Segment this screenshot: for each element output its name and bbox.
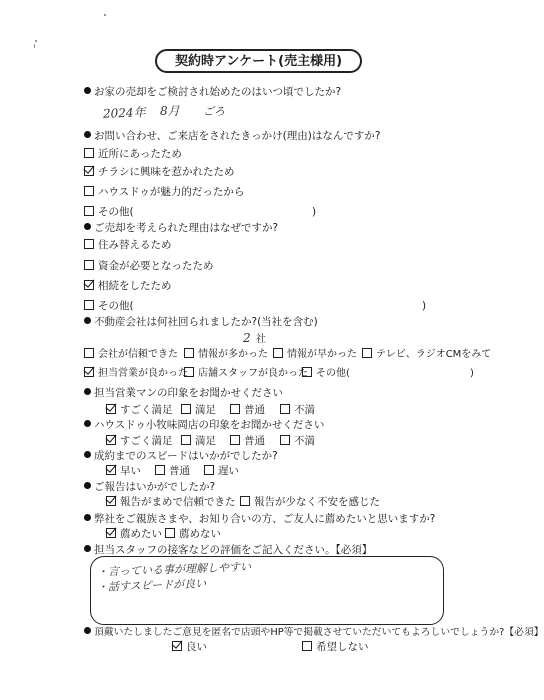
page-title: 契約時アンケート(売主様用) <box>155 49 362 73</box>
question-11: 頂戴いたしましたご意見を匿名で店頭やHP等で掲載させていただいてもよろしいでしょうか?【必須】 <box>84 626 544 639</box>
checkbox[interactable] <box>155 465 165 475</box>
question-2: お問い合わせ、ご来店をされたきっかけ(理由)はなんですか? <box>84 130 380 143</box>
comment-line-1: ・言っている事が理解しやすい <box>96 560 252 579</box>
q3-option-2[interactable]: 相続をしたため <box>84 280 172 293</box>
checkbox-checked[interactable] <box>84 280 94 290</box>
checkbox[interactable] <box>230 435 240 445</box>
q4-option-6[interactable]: その他( <box>302 367 350 380</box>
q2-option-3[interactable]: その他( <box>84 206 134 219</box>
bullet-icon <box>84 482 91 489</box>
bullet-icon <box>84 131 91 138</box>
q9-option-0[interactable]: 薦めたい <box>106 528 162 541</box>
checkbox-checked[interactable] <box>106 528 116 538</box>
comment-line-2: ・話すスピードが良い <box>96 577 207 594</box>
question-10: 担当スタッフの接客などの評価をご記入ください。【必須】 <box>84 544 372 557</box>
company-count: 2 <box>243 331 251 345</box>
checkbox[interactable] <box>84 260 94 270</box>
q11-option-0[interactable]: 良い <box>172 641 207 654</box>
q2-option-1[interactable]: チラシに興味を惹かれたため <box>84 166 235 179</box>
bullet-icon <box>84 545 91 552</box>
q8-option-1[interactable]: 報告が少なく不安を感じた <box>240 496 380 509</box>
checkbox[interactable] <box>273 348 283 358</box>
q4-option-0[interactable]: 会社が信頼できた <box>84 348 178 361</box>
checkbox[interactable] <box>302 641 312 651</box>
q7-option-0[interactable]: 早い <box>106 465 141 478</box>
q3-other-close: ) <box>422 300 427 312</box>
answer-year: 2024年 <box>102 105 146 121</box>
q5-option-2[interactable]: 普通 <box>230 404 265 417</box>
q7-option-1[interactable]: 普通 <box>155 465 190 478</box>
bullet-icon <box>84 87 91 94</box>
checkbox[interactable] <box>84 348 94 358</box>
checkbox[interactable] <box>165 528 175 538</box>
bullet-icon <box>84 420 91 427</box>
bullet-icon <box>84 223 91 230</box>
question-5: 担当営業マンの印象をお聞かせください <box>84 387 283 400</box>
checkbox[interactable] <box>280 435 290 445</box>
q5-option-1[interactable]: 満足 <box>181 404 216 417</box>
q2-other-close: ) <box>312 206 317 218</box>
checkbox[interactable] <box>280 404 290 414</box>
scan-speck <box>34 44 35 48</box>
bullet-icon <box>84 388 91 395</box>
question-4: 不動産会社は何社回られましたか?(当社を含む) <box>84 316 318 329</box>
question-8: ご報告はいかがでしたか? <box>84 481 215 494</box>
checkbox[interactable] <box>230 404 240 414</box>
checkbox-checked[interactable] <box>106 435 116 445</box>
q3-option-1[interactable]: 資金が必要となったため <box>84 260 214 273</box>
answer-suffix: ごろ <box>203 105 225 118</box>
question-6: ハウスドゥ小牧味岡店の印象をお聞かせください <box>84 419 324 432</box>
q4-option-3[interactable]: テレビ、ラジオCMをみて <box>362 348 491 361</box>
checkbox-checked[interactable] <box>106 465 116 475</box>
checkbox[interactable] <box>184 367 194 377</box>
question-3: ご売却を考えられた理由はなぜですか? <box>84 222 278 235</box>
checkbox[interactable] <box>84 300 94 310</box>
checkbox[interactable] <box>84 206 94 216</box>
question-1: お家の売却をご検討され始めたのはいつ頃でしたか? <box>84 86 341 99</box>
checkbox[interactable] <box>240 496 250 506</box>
q2-option-0[interactable]: 近所にあったため <box>84 148 182 161</box>
bullet-icon <box>84 451 91 458</box>
q4-option-1[interactable]: 情報が多かった <box>184 348 268 361</box>
checkbox-checked[interactable] <box>172 641 182 651</box>
company-count-unit: 社 <box>256 334 266 345</box>
checkbox-checked[interactable] <box>106 496 116 506</box>
q3-option-3[interactable]: その他( <box>84 300 134 313</box>
checkbox[interactable] <box>181 435 191 445</box>
checkbox[interactable] <box>84 186 94 196</box>
q8-option-0[interactable]: 報告がまめで信頼できた <box>106 496 236 509</box>
checkbox-checked[interactable] <box>84 367 94 377</box>
bullet-icon <box>84 317 91 324</box>
q4-option-4[interactable]: 担当営業が良かった <box>84 367 188 380</box>
q2-option-2[interactable]: ハウスドゥが魅力的だったから <box>84 186 244 199</box>
q6-option-3[interactable]: 不満 <box>280 435 315 448</box>
checkbox-checked[interactable] <box>84 166 94 176</box>
checkbox[interactable] <box>181 404 191 414</box>
answer-month: 8月 <box>160 104 180 118</box>
q6-option-0[interactable]: すごく満足 <box>106 435 173 448</box>
q5-option-0[interactable]: すごく満足 <box>106 404 173 417</box>
q3-option-0[interactable]: 住み替えるため <box>84 239 172 252</box>
q6-option-1[interactable]: 満足 <box>181 435 216 448</box>
checkbox[interactable] <box>84 239 94 249</box>
q6-option-2[interactable]: 普通 <box>230 435 265 448</box>
checkbox[interactable] <box>184 348 194 358</box>
q5-option-3[interactable]: 不満 <box>280 404 315 417</box>
scan-speck <box>35 40 37 42</box>
checkbox[interactable] <box>84 148 94 158</box>
bullet-icon <box>84 514 91 521</box>
scan-speck <box>104 14 106 16</box>
bullet-icon <box>84 627 91 634</box>
q11-option-1[interactable]: 希望しない <box>302 641 369 654</box>
checkbox[interactable] <box>362 348 372 358</box>
checkbox-checked[interactable] <box>106 404 116 414</box>
q4-option-2[interactable]: 情報が早かった <box>273 348 357 361</box>
q9-option-1[interactable]: 薦めない <box>165 528 221 541</box>
checkbox[interactable] <box>302 367 312 377</box>
q4-option-5[interactable]: 店舗スタッフが良かった <box>184 367 308 380</box>
question-9: 弊社をご親族さまや、お知り合いの方、ご友人に薦めたいと思いますか? <box>84 513 435 526</box>
q7-option-2[interactable]: 遅い <box>204 465 239 478</box>
question-7: 成約までのスピードはいかがでしたか? <box>84 450 278 463</box>
checkbox[interactable] <box>204 465 214 475</box>
q4-other-close: ) <box>470 368 474 379</box>
